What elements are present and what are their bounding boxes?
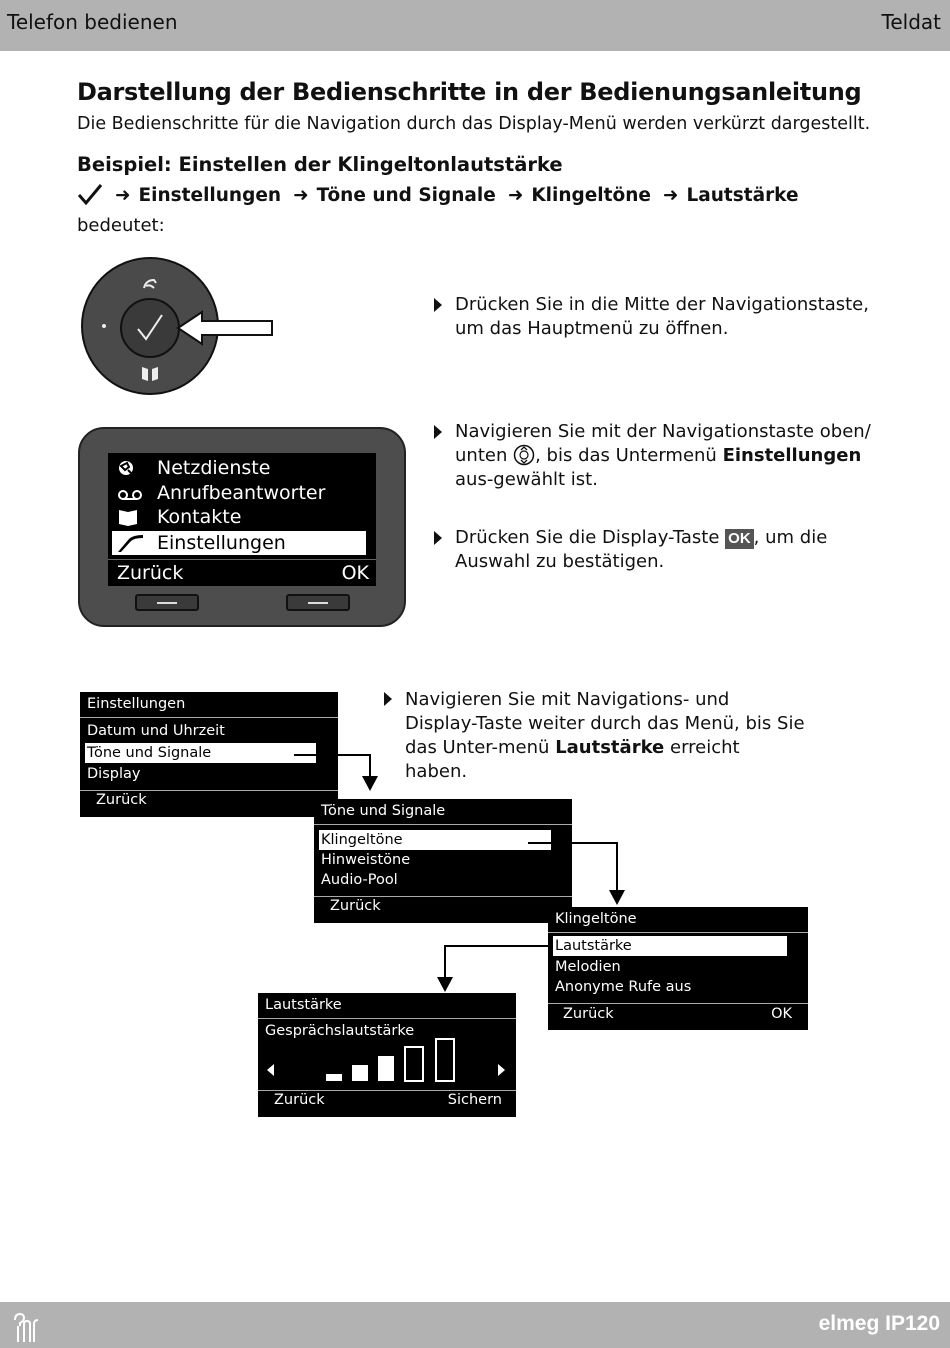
screen-subtitle: Gesprächslautstärke	[265, 1023, 415, 1039]
arrow-right-icon: ➜	[662, 184, 679, 206]
footer-brand: elmeg IP120	[818, 1312, 940, 1335]
softkey-right-label[interactable]: OK	[341, 562, 369, 584]
ok-key-badge: OK	[725, 529, 754, 549]
menu-item[interactable]: Anonyme Rufe aus	[555, 979, 692, 995]
header-brand: Teldat	[881, 10, 941, 34]
volume-level-indicator[interactable]	[258, 1037, 516, 1087]
bullet-icon	[434, 531, 442, 545]
menu-item-selected[interactable]: Klingeltöne	[319, 830, 551, 850]
left-softkey-button[interactable]	[135, 594, 199, 611]
header-bar	[0, 0, 950, 51]
screen-toene-und-signale	[314, 799, 572, 923]
voicemail-icon	[117, 483, 143, 503]
right-softkey-button[interactable]	[286, 594, 350, 611]
phone-display	[108, 453, 376, 586]
display-softkey-bar	[108, 559, 376, 587]
softkey-left-label[interactable]: Zurück	[330, 898, 381, 914]
step-3-text: Drücken Sie die Display-Taste OK , um die Auswahl zu bestätigen.	[455, 527, 828, 572]
menu-item-netzdienste[interactable]: Netzdienste	[108, 456, 376, 480]
screen-title: Klingeltöne	[555, 911, 637, 927]
path-step-1: Einstellungen	[138, 184, 282, 206]
network-icon	[117, 458, 143, 478]
volume-bar	[326, 1074, 342, 1081]
arrow-right-icon: ➜	[115, 184, 131, 206]
arrow-right-icon: ➜	[293, 184, 309, 206]
screen-title: Töne und Signale	[321, 803, 446, 819]
menu-item-kontakte[interactable]: Kontakte	[108, 505, 376, 529]
menu-path	[77, 183, 799, 207]
screen-title: Einstellungen	[87, 696, 186, 712]
softkey-left-label[interactable]: Zurück	[563, 1006, 614, 1022]
screen-title: Lautstärke	[265, 997, 342, 1013]
softkey-right-label[interactable]: Sichern	[447, 1092, 502, 1108]
increase-volume-icon	[498, 1064, 505, 1076]
menu-item-selected[interactable]: Töne und Signale	[85, 743, 316, 763]
screen-klingeltoene	[548, 907, 808, 1030]
path-step-2: Töne und Signale	[316, 184, 496, 206]
bullet-icon	[434, 298, 442, 312]
menu-item[interactable]: Datum und Uhrzeit	[87, 723, 225, 739]
volume-bar	[352, 1065, 368, 1081]
step-1-text: Drücken Sie in die Mitte der Navigationstaste, um das Hauptmenü zu öffnen.	[455, 294, 869, 339]
menu-item[interactable]: Hinweistöne	[321, 852, 411, 868]
navigation-key-icon	[513, 444, 535, 466]
menu-item[interactable]: Display	[87, 766, 141, 782]
menu-item-anrufbeantworter[interactable]: Anrufbeantworter	[108, 481, 376, 505]
example-heading: Beispiel: Einstellen der Klingeltonlautstärke	[77, 153, 563, 176]
step-2-text: Navigieren Sie mit der Navigationstaste oben/ unten , bis das Untermenü Einstellungen aus-gewählt ist.	[455, 421, 871, 490]
volume-bar	[378, 1056, 394, 1081]
menu-item-selected[interactable]: Lautstärke	[553, 936, 787, 956]
path-step-3: Klingeltöne	[531, 184, 651, 206]
navigation-key-illustration	[78, 255, 278, 400]
decrease-volume-icon	[267, 1064, 274, 1076]
page-title: Darstellung der Bedienschritte in der Bedienungsanleitung	[77, 78, 862, 106]
path-step-4: Lautstärke	[686, 184, 799, 206]
check-icon	[77, 183, 103, 207]
menu-item[interactable]: Melodien	[555, 959, 621, 975]
info-icon	[12, 1312, 42, 1344]
bullet-icon	[384, 692, 392, 706]
header-section-title: Telefon bedienen	[7, 10, 178, 34]
volume-bar	[436, 1039, 454, 1081]
bullet-icon	[434, 425, 442, 439]
step-4-text: Navigieren Sie mit Navigations- und Display-Taste weiter durch das Menü, bis Sie das Unter-menü Lautstärke erreicht haben.	[405, 689, 805, 782]
softkey-left-label[interactable]: Zurück	[274, 1092, 325, 1108]
volume-bar	[405, 1047, 423, 1081]
arrow-right-icon: ➜	[507, 184, 524, 206]
softkey-left-label[interactable]: Zurück	[96, 792, 147, 808]
means-label: bedeutet:	[77, 215, 165, 236]
book-icon	[117, 507, 143, 527]
footer-bar	[0, 1302, 950, 1348]
softkey-left-label[interactable]: Zurück	[117, 562, 184, 584]
settings-icon	[117, 533, 143, 553]
menu-item[interactable]: Audio-Pool	[321, 872, 398, 888]
softkey-right-label[interactable]: OK	[771, 1006, 792, 1022]
screen-einstellungen	[80, 692, 338, 817]
screen-lautstaerke	[258, 993, 516, 1117]
intro-text: Die Bedienschritte für die Navigation durch das Display-Menü werden verkürzt dargestellt.	[77, 114, 871, 134]
menu-item-einstellungen[interactable]: Einstellungen	[112, 531, 366, 555]
